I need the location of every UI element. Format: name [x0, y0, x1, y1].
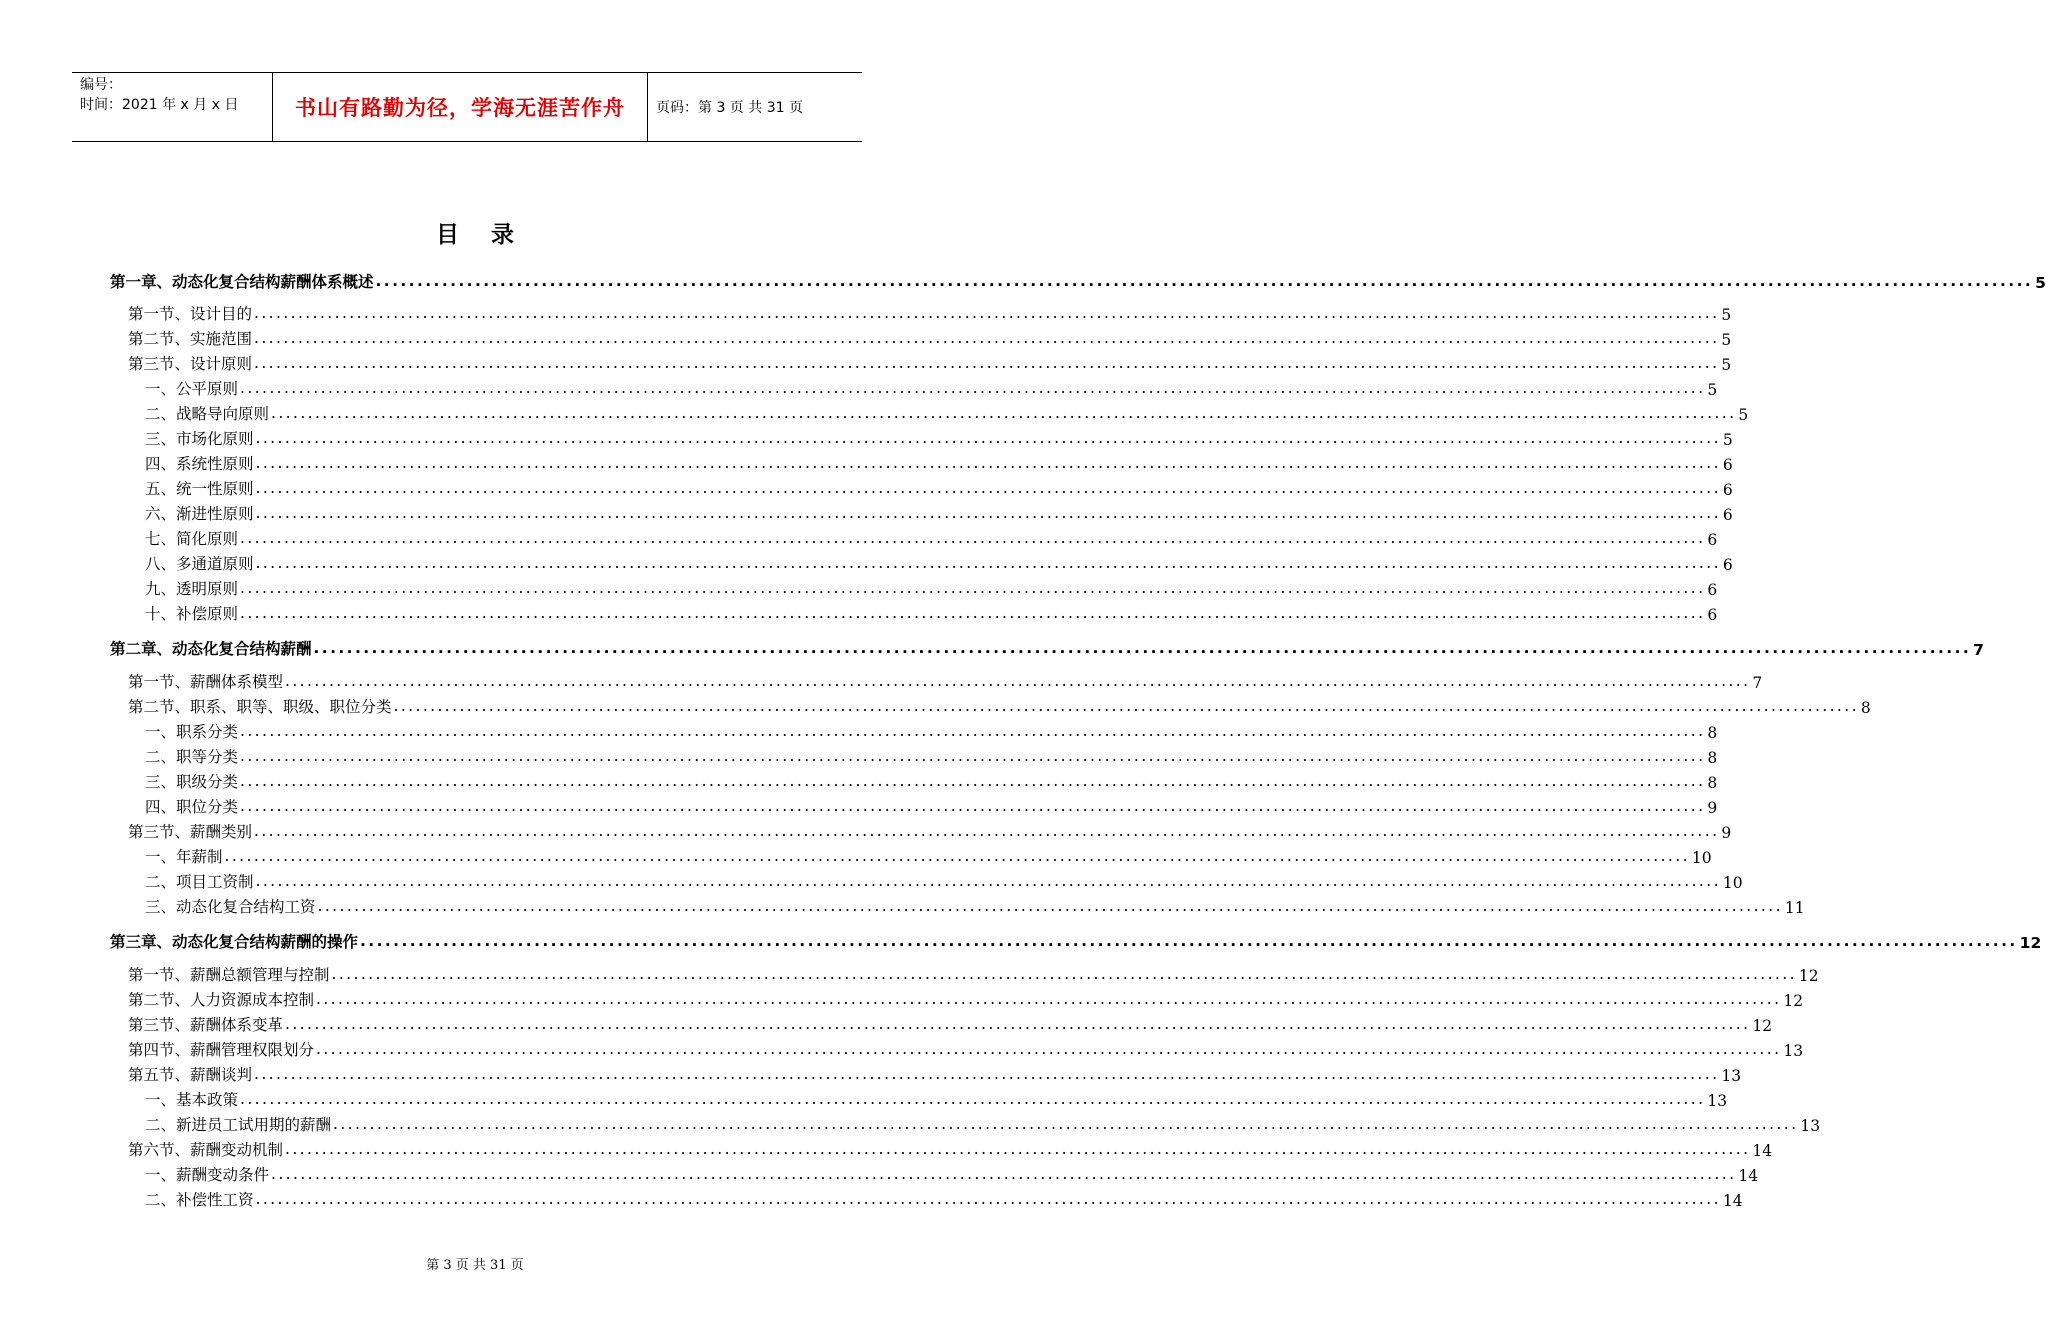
toc-chapter-entry[interactable]	[110, 268, 2046, 292]
toc-subsection-entry[interactable]	[145, 1161, 1759, 1185]
toc-subsection-entry[interactable]	[145, 375, 1718, 399]
toc-entry-page: 9	[1707, 799, 1718, 817]
toc-dot-leader: ........................................................................................................................................................................................................	[313, 638, 1972, 657]
toc-entry-page: 8	[1707, 749, 1718, 767]
toc-dot-leader: ........................................................................................................................................................................................................	[271, 1164, 1737, 1183]
toc-subsection-entry[interactable]	[145, 525, 1718, 549]
toc-subsection-entry[interactable]	[145, 893, 1805, 917]
toc-entry-page: 5	[1707, 381, 1718, 399]
toc-entry-text: 四、职位分类	[145, 798, 239, 816]
page-header	[72, 72, 862, 142]
toc-entry-text: 第三节、薪酬类别	[128, 823, 253, 841]
header-motto: 书山有路勤为径，学海无涯苦作舟	[295, 96, 625, 120]
toc-entry-text: 十、补偿原则	[145, 605, 239, 623]
toc-subsection-entry[interactable]	[145, 450, 1733, 474]
toc-dot-leader: ........................................................................................................................................................................................................	[240, 578, 1706, 597]
toc-subsection-entry[interactable]	[145, 718, 1718, 742]
toc-dot-leader: ........................................................................................................................................................................................................	[254, 1064, 1720, 1083]
toc-dot-leader: ........................................................................................................................................................................................................	[240, 603, 1706, 622]
toc-entry-text: 四、系统性原则	[145, 455, 254, 473]
toc-entry-page: 6	[1707, 581, 1718, 599]
toc-entry-text: 三、职级分类	[145, 773, 239, 791]
toc-dot-leader: ........................................................................................................................................................................................................	[375, 271, 2034, 290]
toc-dot-leader: ........................................................................................................................................................................................................	[254, 303, 1720, 322]
header-number-label: 编号：	[80, 77, 122, 93]
toc-dot-leader: ........................................................................................................................................................................................................	[316, 989, 1782, 1008]
toc-subsection-entry[interactable]	[145, 550, 1733, 574]
toc-entry-text: 九、透明原则	[145, 580, 239, 598]
toc-entry-text: 一、年薪制	[145, 848, 223, 866]
toc-entry-text: 一、公平原则	[145, 380, 239, 398]
toc-dot-leader: ........................................................................................................................................................................................................	[240, 1089, 1706, 1108]
toc-entry-text: 一、薪酬变动条件	[145, 1166, 270, 1184]
header-divider	[647, 73, 648, 141]
toc-entry-page: 5	[1722, 431, 1733, 449]
toc-chapter-entry[interactable]	[110, 928, 2042, 952]
toc-dot-leader: ........................................................................................................................................................................................................	[255, 1189, 1721, 1208]
toc-entry-text: 二、职等分类	[145, 748, 239, 766]
toc-entry-page: 11	[1784, 899, 1805, 917]
toc-entry-page: 13	[1707, 1092, 1728, 1110]
toc-dot-leader: ........................................................................................................................................................................................................	[333, 1114, 1799, 1133]
toc-dot-leader: ........................................................................................................................................................................................................	[254, 353, 1720, 372]
toc-entry-page: 9	[1721, 824, 1732, 842]
toc-entry-page: 14	[1738, 1167, 1759, 1185]
toc-section-entry[interactable]	[128, 1036, 1804, 1060]
toc-entry-page: 10	[1722, 874, 1743, 892]
header-time-label: 时间：2021 年 x 月 x 日	[80, 97, 239, 113]
toc-dot-leader: ........................................................................................................................................................................................................	[240, 378, 1706, 397]
toc-entry-page: 8	[1707, 724, 1718, 742]
toc-dot-leader: ........................................................................................................................................................................................................	[240, 746, 1706, 765]
toc-subsection-entry[interactable]	[145, 843, 1712, 867]
toc-entry-text: 三、市场化原则	[145, 430, 254, 448]
toc-entry-text: 第三节、薪酬体系变革	[128, 1016, 284, 1034]
page-footer: 第 3 页 共 31 页	[426, 1258, 524, 1273]
toc-entry-page: 5	[1738, 406, 1749, 424]
toc-section-entry[interactable]	[128, 818, 1732, 842]
toc-entry-text: 二、项目工资制	[145, 873, 254, 891]
toc-entry-page: 13	[1721, 1067, 1742, 1085]
toc-entry-text: 八、多通道原则	[145, 555, 254, 573]
toc-section-entry[interactable]	[128, 350, 1732, 374]
toc-dot-leader: ........................................................................................................................................................................................................	[393, 696, 1859, 715]
toc-dot-leader: ........................................................................................................................................................................................................	[255, 428, 1721, 447]
toc-entry-text: 第二节、职系、职等、职级、职位分类	[128, 698, 392, 716]
toc-section-entry[interactable]	[128, 961, 1819, 985]
toc-dot-leader: ........................................................................................................................................................................................................	[255, 503, 1721, 522]
toc-entry-page: 6	[1707, 606, 1718, 624]
toc-entry-text: 第三章、动态化复合结构薪酬的操作	[110, 933, 359, 951]
toc-entry-page: 13	[1783, 1042, 1804, 1060]
toc-entry-page: 6	[1722, 456, 1733, 474]
toc-entry-text: 第二节、实施范围	[128, 330, 253, 348]
toc-entry-text: 二、新进员工试用期的薪酬	[145, 1116, 332, 1134]
toc-subsection-entry[interactable]	[145, 1111, 1821, 1135]
toc-subsection-entry[interactable]	[145, 575, 1718, 599]
toc-dot-leader: ........................................................................................................................................................................................................	[316, 1039, 1782, 1058]
toc-dot-leader: ........................................................................................................................................................................................................	[285, 1014, 1751, 1033]
toc-entry-page: 6	[1722, 556, 1733, 574]
toc-dot-leader: ........................................................................................................................................................................................................	[254, 328, 1720, 347]
toc-section-entry[interactable]	[128, 1136, 1773, 1160]
toc-section-entry[interactable]	[128, 693, 1871, 717]
toc-dot-leader: ........................................................................................................................................................................................................	[255, 871, 1721, 890]
toc-section-entry[interactable]	[128, 986, 1804, 1010]
toc-entry-page: 7	[1752, 674, 1763, 692]
toc-title: 目 录	[435, 222, 515, 248]
toc-entry-page: 14	[1722, 1192, 1743, 1210]
toc-subsection-entry[interactable]	[145, 425, 1733, 449]
toc-entry-page: 12	[2019, 934, 2042, 952]
toc-dot-leader: ........................................................................................................................................................................................................	[224, 846, 1690, 865]
toc-dot-leader: ........................................................................................................................................................................................................	[240, 771, 1706, 790]
toc-entry-page: 8	[1707, 774, 1718, 792]
toc-dot-leader: ........................................................................................................................................................................................................	[254, 821, 1720, 840]
toc-entry-text: 二、补偿性工资	[145, 1191, 254, 1209]
toc-section-entry[interactable]	[128, 300, 1732, 324]
toc-entry-page: 7	[1973, 641, 1984, 659]
toc-entry-page: 12	[1783, 992, 1804, 1010]
toc-entry-page: 13	[1800, 1117, 1821, 1135]
toc-entry-text: 第一节、薪酬总额管理与控制	[128, 966, 330, 984]
toc-entry-page: 5	[1721, 331, 1732, 349]
toc-subsection-entry[interactable]	[145, 400, 1749, 424]
toc-dot-leader: ........................................................................................................................................................................................................	[255, 478, 1721, 497]
toc-entry-page: 5	[1721, 306, 1732, 324]
toc-entry-text: 第一节、薪酬体系模型	[128, 673, 284, 691]
toc-dot-leader: ........................................................................................................................................................................................................	[285, 671, 1751, 690]
toc-entry-page: 14	[1752, 1142, 1773, 1160]
toc-entry-text: 第一节、设计目的	[128, 305, 253, 323]
toc-subsection-entry[interactable]	[145, 1086, 1728, 1110]
toc-subsection-entry[interactable]	[145, 743, 1718, 767]
toc-entry-text: 六、渐进性原则	[145, 505, 254, 523]
toc-subsection-entry[interactable]	[145, 868, 1743, 892]
toc-entry-text: 一、基本政策	[145, 1091, 239, 1109]
toc-dot-leader: ........................................................................................................................................................................................................	[331, 964, 1797, 983]
toc-dot-leader: ........................................................................................................................................................................................................	[240, 796, 1706, 815]
header-meta	[80, 75, 270, 115]
toc-entry-text: 一、职系分类	[145, 723, 239, 741]
toc-dot-leader: ........................................................................................................................................................................................................	[255, 453, 1721, 472]
toc-entry-text: 七、简化原则	[145, 530, 239, 548]
toc-subsection-entry[interactable]	[145, 768, 1718, 792]
toc-subsection-entry[interactable]	[145, 500, 1733, 524]
toc-subsection-entry[interactable]	[145, 600, 1718, 624]
toc-entry-page: 6	[1722, 506, 1733, 524]
toc-subsection-entry[interactable]	[145, 475, 1733, 499]
toc-entry-page: 5	[1721, 356, 1732, 374]
toc-entry-page: 6	[1722, 481, 1733, 499]
toc-section-entry[interactable]	[128, 325, 1732, 349]
toc-dot-leader: ........................................................................................................................................................................................................	[240, 528, 1706, 547]
toc-entry-page: 8	[1860, 699, 1871, 717]
toc-section-entry[interactable]	[128, 668, 1763, 692]
toc-entry-text: 第一章、动态化复合结构薪酬体系概述	[110, 273, 374, 291]
toc-dot-leader: ........................................................................................................................................................................................................	[360, 931, 2018, 950]
header-page-info: 页码：第 3 页 共 31 页	[656, 100, 803, 116]
toc-dot-leader: ........................................................................................................................................................................................................	[271, 403, 1737, 422]
toc-entry-page: 5	[2035, 274, 2046, 292]
toc-dot-leader: ........................................................................................................................................................................................................	[285, 1139, 1751, 1158]
toc-dot-leader: ........................................................................................................................................................................................................	[240, 721, 1706, 740]
toc-entry-page: 6	[1707, 531, 1718, 549]
toc-entry-text: 三、动态化复合结构工资	[145, 898, 316, 916]
toc-entry-page: 12	[1752, 1017, 1773, 1035]
toc-entry-page: 12	[1798, 967, 1819, 985]
toc-subsection-entry[interactable]	[145, 793, 1718, 817]
toc-chapter-entry[interactable]	[110, 635, 1984, 659]
toc-entry-text: 第五节、薪酬谈判	[128, 1066, 253, 1084]
toc-entry-text: 第四节、薪酬管理权限划分	[128, 1041, 315, 1059]
toc-entry-text: 第二节、人力资源成本控制	[128, 991, 315, 1009]
toc-entry-page: 10	[1691, 849, 1712, 867]
toc-entry-text: 五、统一性原则	[145, 480, 254, 498]
toc-entry-text: 第二章、动态化复合结构薪酬	[110, 640, 312, 658]
toc-section-entry[interactable]	[128, 1061, 1742, 1085]
toc-dot-leader: ........................................................................................................................................................................................................	[255, 553, 1721, 572]
toc-subsection-entry[interactable]	[145, 1186, 1743, 1210]
toc-entry-text: 二、战略导向原则	[145, 405, 270, 423]
toc-entry-text: 第六节、薪酬变动机制	[128, 1141, 284, 1159]
toc-dot-leader: ........................................................................................................................................................................................................	[317, 896, 1783, 915]
toc-section-entry[interactable]	[128, 1011, 1773, 1035]
toc-entry-text: 第三节、设计原则	[128, 355, 253, 373]
